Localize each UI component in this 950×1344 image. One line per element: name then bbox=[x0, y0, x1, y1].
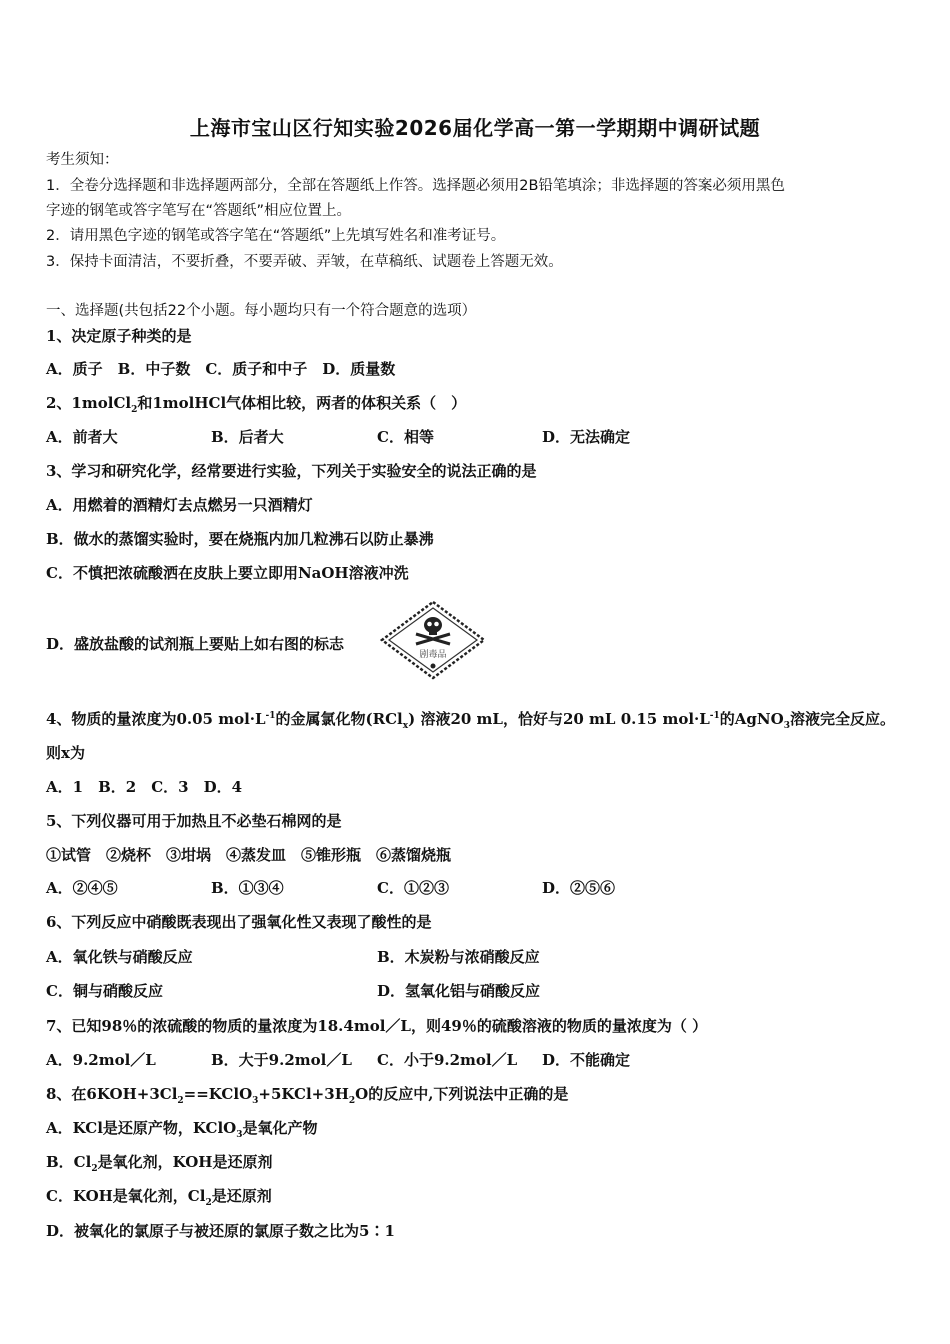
text-segment: 则x为 bbox=[46, 744, 85, 762]
options-row bbox=[46, 1050, 906, 1070]
text-segment: 7、已知98％的浓硫酸的物质的量浓度为18.4mol／L，则49％的硫酸溶液的物质的量浓度为（ ） bbox=[46, 1017, 708, 1035]
notice-line: 1．全卷分选择题和非选择题两部分，全部在答题纸上作答。选择题必须用2B铅笔填涂；非选择题的答案必须用黑色 bbox=[46, 178, 785, 194]
text-segment: C．①②③ bbox=[377, 879, 449, 897]
options-row bbox=[46, 427, 906, 447]
text-segment: 1、决定原子种类的是 bbox=[46, 327, 192, 345]
option bbox=[377, 981, 540, 1001]
text-segment: 2 bbox=[91, 1164, 98, 1174]
text-segment: A．氧化铁与硝酸反应 bbox=[46, 948, 193, 966]
options-row bbox=[46, 981, 906, 1001]
hazard-label-text: 剧毒品 bbox=[419, 650, 447, 660]
question-line bbox=[46, 529, 434, 549]
text-segment: B．后者大 bbox=[211, 428, 284, 446]
text-segment: 4、物质的量浓度为0.05 mol·L bbox=[46, 710, 266, 728]
text-segment: 是氧化产物 bbox=[242, 1119, 318, 1137]
text-segment: 3 bbox=[252, 1096, 259, 1106]
question-line bbox=[46, 634, 344, 654]
option bbox=[211, 427, 284, 447]
text-segment: A．②④⑤ bbox=[46, 879, 118, 897]
text-segment: A．1 B．2 C．3 D．4 bbox=[46, 778, 243, 796]
text-segment: 2、1molCl bbox=[46, 394, 132, 412]
question-line bbox=[46, 359, 395, 379]
option bbox=[377, 1050, 517, 1070]
text-segment: 3 bbox=[783, 721, 790, 731]
option bbox=[46, 981, 163, 1001]
question-line bbox=[46, 1084, 568, 1111]
text-segment: -1 bbox=[265, 711, 276, 721]
question-line bbox=[46, 1186, 272, 1213]
question-line bbox=[46, 393, 466, 420]
text-segment: C．不慎把浓硫酸洒在皮肤上要立即用NaOH溶液冲洗 bbox=[46, 564, 409, 582]
question-line bbox=[46, 461, 536, 481]
question-line bbox=[46, 706, 895, 736]
question-line bbox=[46, 912, 431, 932]
text-segment: 2 bbox=[205, 1198, 212, 1208]
section-heading: 一、选择题(共包括22个小题。每小题均只有一个符合题意的选项） bbox=[46, 303, 477, 319]
text-segment: 3 bbox=[236, 1130, 243, 1140]
text-segment: 2 bbox=[177, 1096, 184, 1106]
text-segment: A．9.2mol／L bbox=[46, 1051, 156, 1069]
option bbox=[46, 1050, 156, 1070]
text-segment: B．木炭粉与浓硝酸反应 bbox=[377, 948, 540, 966]
text-segment: 的金属氯化物(RCl bbox=[275, 710, 403, 728]
text-segment: D．被氧化的氯原子与被还原的氯原子数之比为5∶1 bbox=[46, 1222, 395, 1240]
options-row bbox=[46, 947, 906, 967]
notice-line: 2．请用黑色字迹的钢笔或答字笔在“答题纸”上先填写姓名和准考证号。 bbox=[46, 228, 506, 244]
text-segment: A．用燃着的酒精灯去点燃另一只酒精灯 bbox=[46, 496, 313, 514]
notice-line: 3．保持卡面清洁，不要折叠，不要弄破、弄皱，在草稿纸、试题卷上答题无效。 bbox=[46, 254, 563, 270]
option bbox=[46, 427, 118, 447]
text-segment: 3、学习和研究化学，经常要进行实验，下列关于实验安全的说法正确的是 bbox=[46, 462, 537, 480]
text-segment: D．②⑤⑥ bbox=[542, 879, 616, 897]
text-segment: D．盛放盐酸的试剂瓶上要贴上如右图的标志 bbox=[46, 635, 345, 653]
text-segment: C．KOH是氧化剂，Cl bbox=[46, 1187, 206, 1205]
text-segment: 溶液完全反应。 bbox=[789, 710, 895, 728]
option bbox=[542, 427, 630, 447]
question-line bbox=[46, 1016, 707, 1036]
toxic-hazard-label-icon bbox=[380, 600, 486, 680]
question-line bbox=[46, 1221, 395, 1241]
question-line bbox=[46, 1152, 272, 1179]
text-segment: ①试管 ②烧杯 ③坩埚 ④蒸发皿 ⑤锥形瓶 ⑥蒸馏烧瓶 bbox=[46, 846, 452, 864]
text-segment: B．Cl bbox=[46, 1153, 92, 1171]
question-line bbox=[46, 563, 409, 583]
text-segment: 2 bbox=[348, 1096, 356, 1106]
notice-heading: 考生须知： bbox=[46, 152, 119, 168]
text-segment: 和1molHCl气体相比较，两者的体积关系（ ） bbox=[137, 394, 467, 412]
option bbox=[542, 1050, 630, 1070]
text-segment: O的反应中,下列说法中正确的是 bbox=[355, 1085, 569, 1103]
text-segment: B．①③④ bbox=[211, 879, 284, 897]
text-segment: ) 溶液20 mL，恰好与20 mL 0.15 mol·L bbox=[408, 710, 710, 728]
option bbox=[46, 878, 118, 898]
option bbox=[211, 1050, 352, 1070]
text-segment: C．相等 bbox=[377, 428, 434, 446]
text-segment: +5KCl+3H bbox=[258, 1085, 349, 1103]
question-line bbox=[46, 811, 341, 831]
text-segment: 2 bbox=[131, 405, 138, 415]
text-segment: 8、在6KOH+3Cl bbox=[46, 1085, 178, 1103]
question-line bbox=[46, 326, 191, 346]
text-segment: 是还原剂 bbox=[211, 1187, 272, 1205]
text-segment: A．KCl是还原产物，KClO bbox=[46, 1119, 237, 1137]
question-line bbox=[46, 495, 313, 515]
document-title: 上海市宝山区行知实验2026届化学高一第一学期期中调研试题 bbox=[189, 116, 761, 140]
text-segment: C．小于9.2mol／L bbox=[377, 1051, 518, 1069]
notice-line: 字迹的钢笔或答字笔写在“答题纸”相应位置上。 bbox=[46, 203, 352, 219]
text-segment: D．氢氧化铝与硝酸反应 bbox=[377, 982, 541, 1000]
text-segment: 是氧化剂，KOH是还原剂 bbox=[97, 1153, 273, 1171]
text-segment: 5、下列仪器可用于加热且不必垫石棉网的是 bbox=[46, 812, 342, 830]
text-segment: D．无法确定 bbox=[542, 428, 631, 446]
question-line bbox=[46, 743, 85, 763]
option bbox=[377, 427, 434, 447]
text-segment: C．铜与硝酸反应 bbox=[46, 982, 163, 1000]
text-segment: B．大于9.2mol／L bbox=[211, 1051, 352, 1069]
text-segment: x bbox=[402, 721, 409, 731]
text-segment: A．质子 B．中子数 C．质子和中子 D．质量数 bbox=[46, 360, 396, 378]
text-segment: A．前者大 bbox=[46, 428, 118, 446]
text-segment: D．不能确定 bbox=[542, 1051, 631, 1069]
option bbox=[211, 878, 284, 898]
option bbox=[542, 878, 615, 898]
options-row bbox=[46, 878, 906, 898]
text-segment: ==KClO bbox=[183, 1085, 253, 1103]
option bbox=[46, 947, 193, 967]
question-line bbox=[46, 1118, 318, 1145]
question-line bbox=[46, 777, 242, 797]
option bbox=[377, 878, 449, 898]
text-segment: 6、下列反应中硝酸既表现出了强氧化性又表现了酸性的是 bbox=[46, 913, 432, 931]
text-segment: 的AgNO bbox=[719, 710, 784, 728]
text-segment: -1 bbox=[709, 711, 720, 721]
text-segment: B．做水的蒸馏实验时，要在烧瓶内加几粒沸石以防止暴沸 bbox=[46, 530, 434, 548]
option bbox=[377, 947, 540, 967]
question-line bbox=[46, 845, 451, 865]
